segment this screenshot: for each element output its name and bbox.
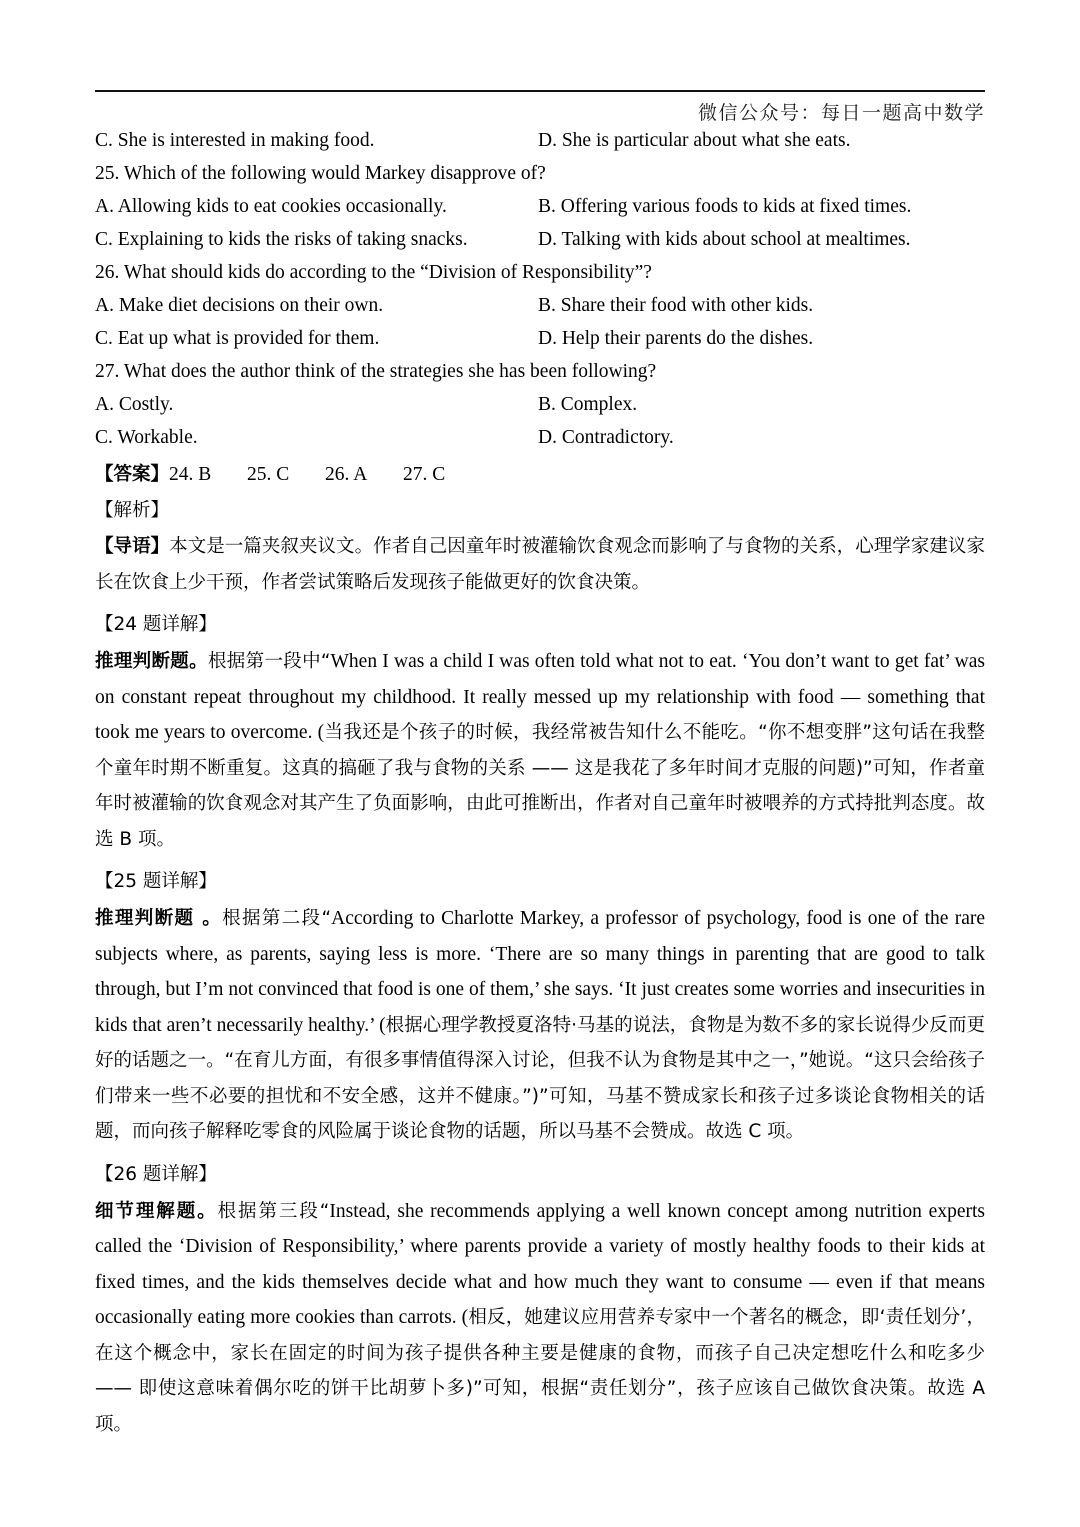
explanation-lead: 根据第一段中“ (207, 651, 331, 672)
explanation-conclusion: 可知，马基不赞成家长和孩子过多谈论食物相关的话题，而向孩子解释吃零食的风险属于谈论食物的话题，所以马基不会赞成。故选 C 项。 (95, 1085, 985, 1142)
header-rule (95, 90, 985, 92)
option-a: A. Allowing kids to eat cookies occasionally. (95, 196, 447, 217)
question-stem-26: 26. What should kids do according to the “Division of Responsibility”? (95, 262, 652, 283)
option-d: D. Talking with kids about school at mealtimes. (538, 229, 911, 250)
guide-text: 本文是一篇夹叙夹议文。作者自己因童年时被灌输饮食观念而影响了与食物的关系，心理学家建议家长在饮食上少干预，作者尝试策略后发现孩子能做更好的饮食决策。 (95, 536, 985, 593)
explanation-heading-26: 【26 题详解】 (95, 1163, 217, 1185)
explanation-quote-en: According to Charlotte Markey, a professor of psychology, food is one of the rare subjects where, as parents, saying less is more. ‘There are so many things in parenting that are good to talk through, but I’m not convinced that food is one of them,’ she says. ‘It just creates some worries and insecurities in kids that aren’t necessarily healthy.’ ( (95, 908, 985, 1036)
option-d: D. Help their parents do the dishes. (538, 328, 814, 349)
option-d: D. Contradictory. (538, 427, 674, 448)
explanation-quote-zh: 当我还是个孩子的时候，我经常被告知什么不能吃。“你不想变胖”这句话在我整个童年时期不断重复。这真的搞砸了我与食物的关系 —— 这是我花了多年时间才克服的问题)” (95, 722, 986, 779)
explanation-lead: 根据第三段“ (217, 1200, 330, 1222)
explanation-quote-zh: 相反，她建议应用营养专家中一个著名的概念，即‘责任划分’，在这个概念中，家长在固定的时间为孩子提供各种主要是健康的食物，而孩子自己决定想吃什么和吃多少 —— 即使这意味着偶尔吃的饼干比胡萝卜多)” (95, 1307, 985, 1399)
question-stem-25: 25. Which of the following would Markey disapprove of? (95, 163, 546, 184)
option-b: B. Offering various foods to kids at fixed times. (538, 196, 912, 217)
answer-24: 24. B (169, 464, 212, 485)
answer-key-label: 【答案】 (95, 464, 170, 485)
option-a: A. Make diet decisions on their own. (95, 295, 384, 316)
option-c: C. Explaining to kids the risks of taking snacks. (95, 229, 468, 250)
option-c: C. She is interested in making food. (95, 130, 375, 151)
explanation-body-26 (95, 1194, 985, 1443)
option-row (95, 191, 985, 223)
question-type-label: 推理判断题。 (95, 651, 208, 672)
explanation-body-24 (95, 644, 985, 857)
answer-25: 25. C (247, 464, 290, 485)
question-type-label: 细节理解题。 (95, 1200, 218, 1222)
explanation-heading-25: 【25 题详解】 (95, 871, 217, 892)
option-a: A. Costly. (95, 394, 174, 415)
option-row (95, 224, 985, 256)
option-d: D. She is particular about what she eats. (538, 130, 851, 151)
explanation-body-25 (95, 901, 985, 1150)
explanation-conclusion: 可知，作者童年时被灌输的饮食观念对其产生了负面影响，由此可推断出，作者对自己童年时被喂养的方式持批判态度。故选 B 项。 (95, 757, 985, 850)
guide-paragraph (95, 529, 985, 600)
analysis-heading: 【解析】 (95, 500, 170, 521)
explanation-conclusion: 可知，根据“责任划分”，孩子应该自己做饮食决策。故选 A 项。 (95, 1378, 985, 1435)
option-row (95, 323, 985, 355)
watermark-text: 微信公众号：每日一题高中数学 (697, 103, 985, 124)
option-row (95, 290, 985, 322)
option-c: C. Eat up what is provided for them. (95, 328, 380, 349)
explanation-lead: 根据第二段“ (222, 908, 332, 929)
guide-label: 【导语】 (95, 536, 170, 557)
option-c: C. Workable. (95, 427, 198, 448)
option-b: B. Share their food with other kids. (538, 295, 814, 316)
question-type-label: 推理判断题 。 (95, 908, 223, 929)
explanation-heading-24: 【24 题详解】 (95, 614, 217, 635)
answer-key-line (95, 458, 985, 491)
answer-27: 27. C (403, 464, 446, 485)
option-row (95, 389, 985, 421)
option-b: B. Complex. (538, 394, 638, 415)
explanation-quote-en: Instead, she recommends applying a well known concept among nutrition experts called the ‘Division of Responsibility,’ where parents provide a variety of mostly healthy foods to their kids at fixed times, and the kids themselves decide what and how much they want to consume — even if that means occasionally eating more cookies than carrots. ( (95, 1200, 985, 1328)
option-row (95, 422, 985, 454)
answer-26: 26. A (325, 464, 368, 485)
explanation-quote-en: When I was a child I was often told what not to eat. ‘You don’t want to get fat’ was on constant repeat throughout my childhood. It really messed up my relationship with food — something that took me years to overcome. ( (95, 651, 985, 743)
question-stem-27: 27. What does the author think of the strategies she has been following? (95, 361, 657, 382)
option-row (95, 125, 985, 157)
page-content (95, 90, 985, 1444)
explanation-quote-zh: 根据心理学教授夏洛特·马基的说法，食物是为数不多的家长说得少反而更好的话题之一。“在育儿方面，有很多事情值得深入讨论，但我不认为食物是其中之一，”她说。“这只会给孩子们带来一些不必要的担忧和不安全感，这并不健康。”)” (95, 1014, 986, 1107)
